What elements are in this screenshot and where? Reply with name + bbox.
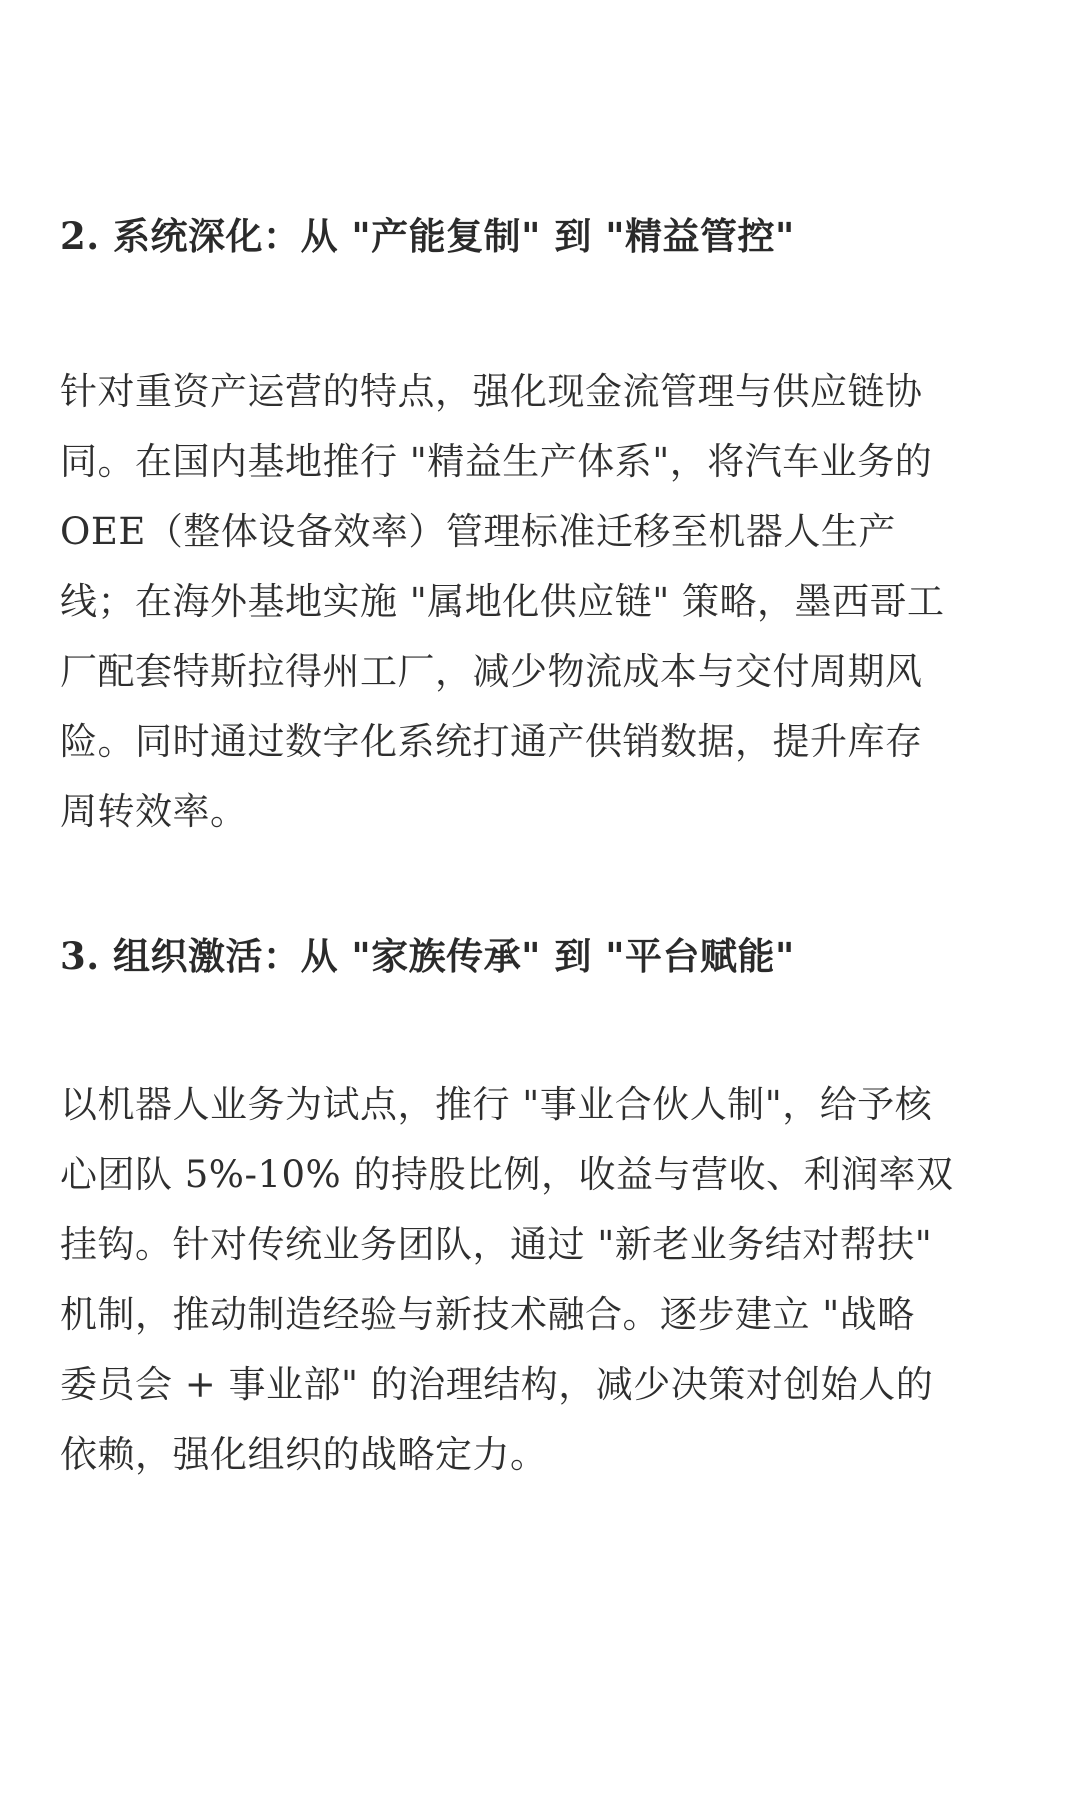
paragraph-line: 机制，推动制造经验与新技术融合。逐步建立 "战略 (60, 1293, 915, 1336)
section-heading-system-deepening: 2. 系统深化：从 "产能复制" 到 "精益管控" (60, 214, 795, 258)
section-paragraph-system-deepening (60, 357, 1020, 847)
paragraph-line: OEE（整体设备效率）管理标准迁移至机器人生产 (60, 510, 896, 553)
paragraph-line: 挂钩。针对传统业务团队，通过 "新老业务结对帮扶" (60, 1223, 933, 1266)
section-heading-organization-activation: 3. 组织激活：从 "家族传承" 到 "平台赋能" (60, 934, 795, 978)
section-paragraph-organization-activation (60, 1070, 1020, 1490)
paragraph-line: 险。同时通过数字化系统打通产供销数据，提升库存 (60, 720, 923, 763)
paragraph-line: 以机器人业务为试点，推行 "事业合伙人制"，给予核 (60, 1083, 933, 1126)
paragraph-line: 周转效率。 (60, 790, 248, 833)
paragraph-line: 委员会 + 事业部" 的治理结构，减少决策对创始人的 (60, 1363, 934, 1406)
paragraph-line: 同。在国内基地推行 "精益生产体系"，将汽车业务的 (60, 440, 933, 483)
paragraph-line: 心团队 5%-10% 的持股比例，收益与营收、利润率双 (60, 1153, 954, 1196)
paragraph-line: 依赖，强化组织的战略定力。 (60, 1433, 548, 1476)
paragraph-line: 针对重资产运营的特点，强化现金流管理与供应链协 (60, 370, 923, 413)
paragraph-line: 线；在海外基地实施 "属地化供应链" 策略，墨西哥工 (60, 580, 945, 623)
paragraph-line: 厂配套特斯拉得州工厂，减少物流成本与交付周期风 (60, 650, 923, 693)
